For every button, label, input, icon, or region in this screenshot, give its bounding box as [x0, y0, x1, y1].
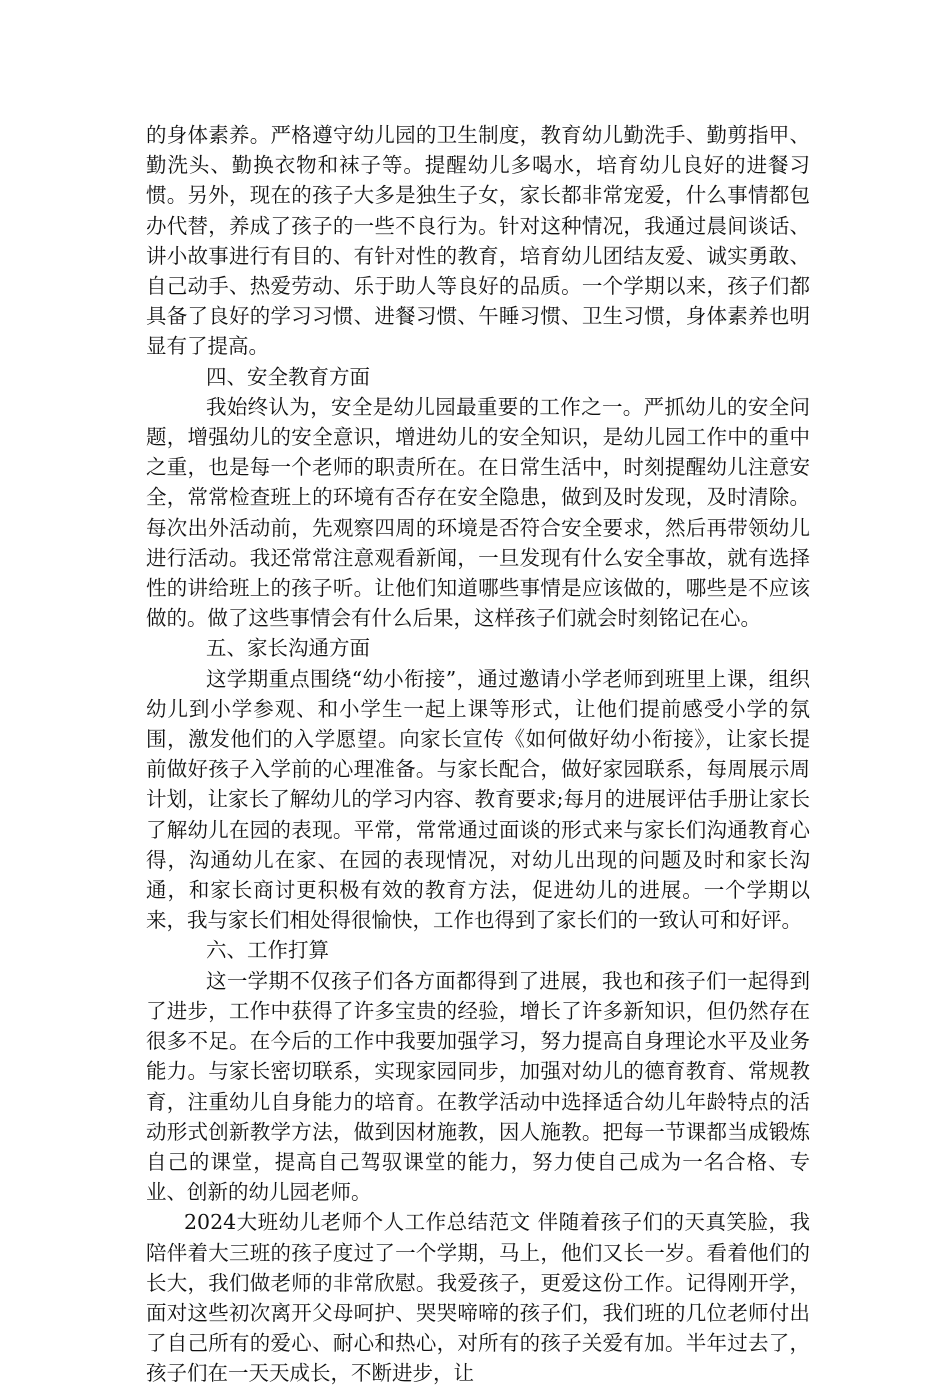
section-heading-plans: 六、工作打算	[206, 938, 329, 963]
paragraph-safety-education: 我始终认为，安全是幼儿园最重要的工作之一。严抓幼儿的安全问题，增强幼儿的安全意识，增进幼儿的安全知识，是幼儿园工作中的重中之重，也是每一个老师的职责所在。在日常生活中，时刻提醒幼儿注意安全，常常检查班上的环境有否存在安全隐患，做到及时发现，及时清除。每次出外活动前，先观察四周的环境是否符合安全要求，然后再带领幼儿进行活动。我还常常注意观看新闻，一旦发现有什么安全事故，就有选择性的讲给班上的孩子听。让他们知道哪些事情是应该做的，哪些是不应该做的。做了这些事情会有什么后果，这样孩子们就会时刻铭记在心。	[146, 394, 810, 631]
document-body	[146, 120, 810, 1389]
section-heading-parents: 五、家长沟通方面	[206, 636, 370, 661]
section-heading-safety: 四、安全教育方面	[206, 364, 370, 389]
paragraph-work-plans: 这一学期不仅孩子们各方面都得到了进展，我也和孩子们一起得到了进步，工作中获得了许多宝贵的经验，增长了许多新知识，但仍然存在很多不足。在今后的工作中我要加强学习，努力提高自身理论水平及业务能力。与家长密切联系，实现家园同步，加强对幼儿的德育教育、常规教育，注重幼儿自身能力的培育。在教学活动中选择适合幼儿年龄特点的活动形式创新教学方法，做到因材施教，因人施教。把每一节课都当成锻炼自己的课堂，提高自己驾驭课堂的能力，努力使自己成为一名合格、专业、创新的幼儿园老师。	[146, 968, 810, 1205]
paragraph-parent-communication: 这学期重点围绕“幼小衔接”，通过邀请小学老师到班里上课，组织幼儿到小学参观、和小学生一起上课等形式，让他们提前感受小学的氛围，激发他们的入学愿望。向家长宣传《如何做好幼小衔接》，让家长提前做好孩子入学前的心理准备。与家长配合，做好家园联系，每周展示周计划，让家长了解幼儿的学习内容、教育要求;每月的进展评估手册让家长了解幼儿在园的表现。平常，常常通过面谈的形式来与家长们沟通教育心得，沟通幼儿在家、在园的表现情况，对幼儿出现的问题及时和家长沟通，和家长商讨更积极有效的教育方法，促进幼儿的进展。一个学期以来，我与家长们相处得很愉快，工作也得到了家长们的一致认可和好评。	[146, 666, 810, 933]
paragraph-hygiene-habits: 的身体素养。严格遵守幼儿园的卫生制度，教育幼儿勤洗手、勤剪指甲、勤洗头、勤换衣物和袜子等。提醒幼儿多喝水，培育幼儿良好的进餐习惯。另外，现在的孩子大多是独生子女，家长都非常宠爱，什么事情都包办代替，养成了孩子的一些不良行为。针对这种情况，我通过晨间谈话、讲小故事进行有目的、有针对性的教育，培育幼儿团结友爱、诚实勇敢、自己动手、热爱劳动、乐于助人等良好的品质。一个学期以来，孩子们都具备了良好的学习习惯、进餐习惯、午睡习惯、卫生习惯，身体素养也明显有了提高。	[146, 123, 810, 359]
paragraph-new-summary: 2024大班幼儿老师个人工作总结范文 伴随着孩子们的天真笑脸，我陪伴着大三班的孩子度过了一个学期，马上，他们又长一岁。看着他们的长大，我们做老师的非常欣慰。我爱孩子，更爱这份工作。记得刚开学，面对这些初次离开父母呵护、哭哭啼啼的孩子们，我们班的几位老师付出了自己所有的爱心、耐心和热心，对所有的孩子关爱有加。半年过去了，孩子们在一天天成长，不断进步，让	[146, 1210, 810, 1386]
